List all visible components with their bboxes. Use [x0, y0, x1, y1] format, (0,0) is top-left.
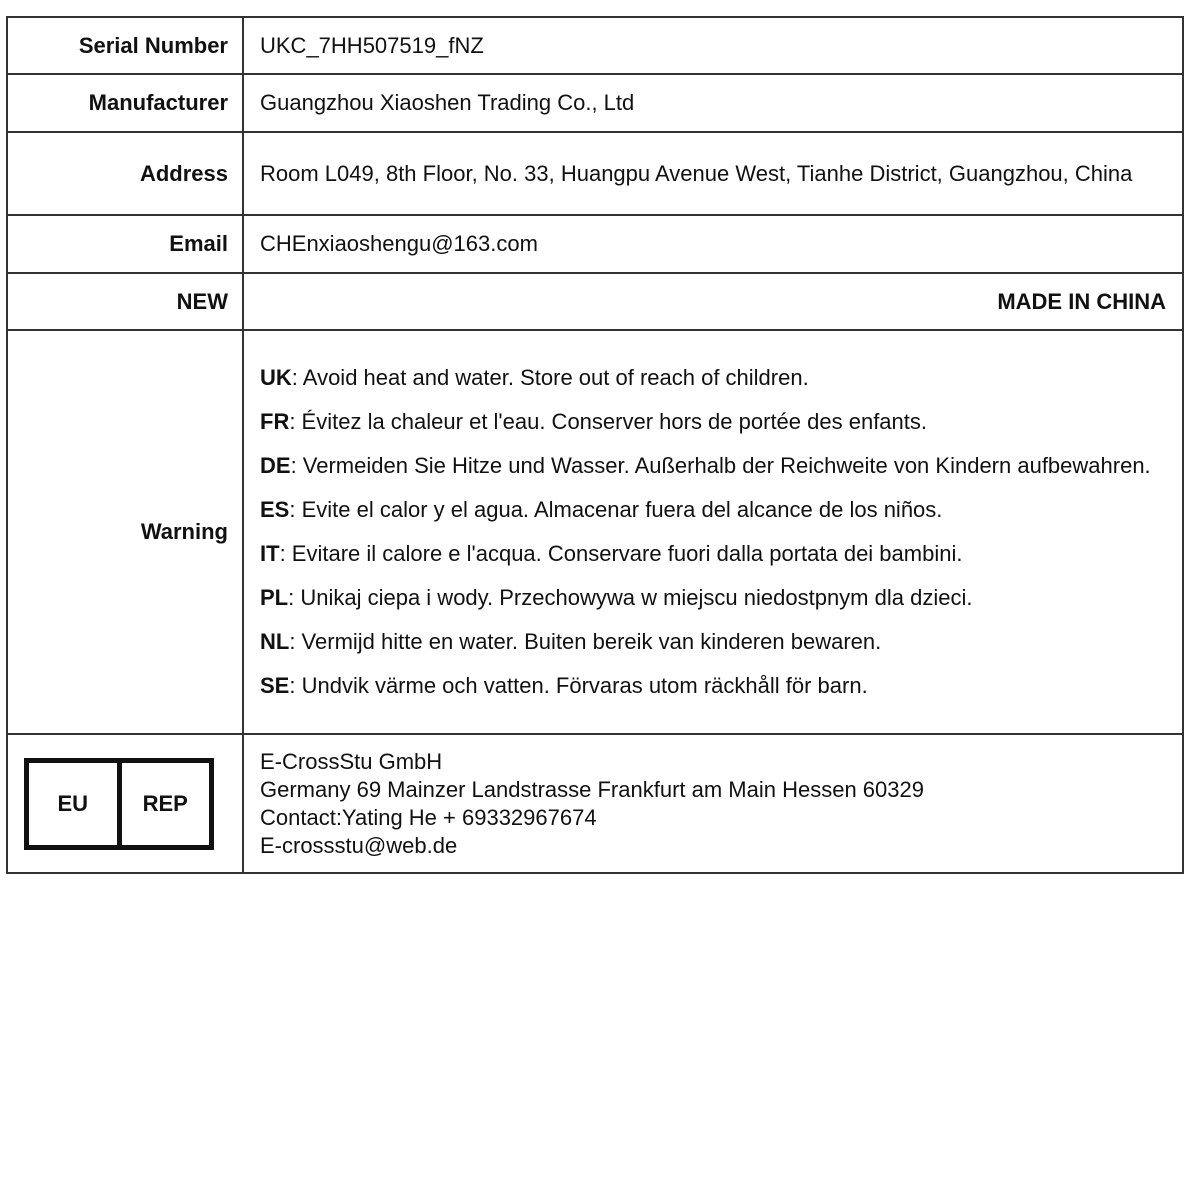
origin-value: MADE IN CHINA [243, 273, 1183, 330]
eu-rep-badge [24, 758, 214, 850]
warning-label: Warning [7, 330, 243, 734]
warning-text: : Evite el calor y el agua. Almacenar fuera del alcance de los niños. [289, 497, 943, 522]
eu-rep-address: Germany 69 Mainzer Landstrasse Frankfurt am Main Hessen 60329 [260, 776, 924, 802]
warning-line-se [260, 672, 1166, 700]
email-value: CHEnxiaoshengu@163.com [243, 215, 1183, 273]
lang-code: IT [260, 541, 280, 566]
warning-text: : Unikaj ciepa i wody. Przechowywa w miejscu niedostpnym dla dzieci. [288, 585, 973, 610]
address-label: Address [7, 132, 243, 215]
warning-line-pl [260, 584, 1166, 612]
eu-rep-company: E-CrossStu GmbH [260, 748, 443, 774]
manufacturer-label: Manufacturer [7, 74, 243, 132]
warning-text: : Evitare il calore e l'acqua. Conservare fuori dalla portata dei bambini. [279, 541, 963, 566]
warning-text: : Vermeiden Sie Hitze und Wasser. Außerhalb der Reichweite von Kindern aufbewahren. [290, 453, 1151, 478]
lang-code: UK [260, 365, 292, 390]
warning-line-de [260, 452, 1166, 480]
warning-line-uk [260, 364, 1166, 392]
product-info-table [6, 16, 1184, 874]
email-row [7, 215, 1183, 273]
lang-code: SE [260, 673, 290, 698]
warning-list [243, 330, 1183, 734]
warning-line-fr [260, 408, 1166, 436]
manufacturer-value: Guangzhou Xiaoshen Trading Co., Ltd [243, 74, 1183, 132]
serial-value: UKC_7HH507519_fNZ [243, 17, 1183, 74]
manufacturer-row [7, 74, 1183, 132]
eu-rep-row [7, 734, 1183, 873]
warning-text: : Évitez la chaleur et l'eau. Conserver hors de portée des enfants. [289, 409, 927, 434]
warning-line-es [260, 496, 1166, 524]
eu-rep-email: E-crossstu@web.de [260, 832, 458, 858]
lang-code: PL [260, 585, 289, 610]
warning-text: : Vermijd hitte en water. Buiten bereik van kinderen bewaren. [289, 629, 882, 654]
serial-row [7, 17, 1183, 74]
eu-rep-contact: Contact:Yating He + 69332967674 [260, 804, 597, 830]
serial-label: Serial Number [7, 17, 243, 74]
lang-code: ES [260, 497, 290, 522]
lang-code: NL [260, 629, 290, 654]
lang-code: FR [260, 409, 290, 434]
address-row [7, 132, 1183, 215]
lang-code: DE [260, 453, 291, 478]
warning-line-nl [260, 628, 1166, 656]
address-value: Room L049, 8th Floor, No. 33, Huangpu Avenue West, Tianhe District, Guangzhou, China [243, 132, 1183, 215]
condition-row [7, 273, 1183, 330]
eu-rep-details [243, 734, 1183, 873]
warning-line-it [260, 540, 1166, 568]
eu-rep-badge-cell [7, 734, 243, 873]
eu-rep-badge-right: REP [142, 790, 188, 816]
warning-text: : Undvik värme och vatten. Förvaras utom räckhåll för barn. [289, 673, 868, 698]
condition-label: NEW [7, 273, 243, 330]
email-label: Email [7, 215, 243, 273]
eu-rep-badge-left: EU [29, 763, 122, 845]
warning-row [7, 330, 1183, 734]
warning-text: : Avoid heat and water. Store out of reach of children. [291, 365, 809, 390]
